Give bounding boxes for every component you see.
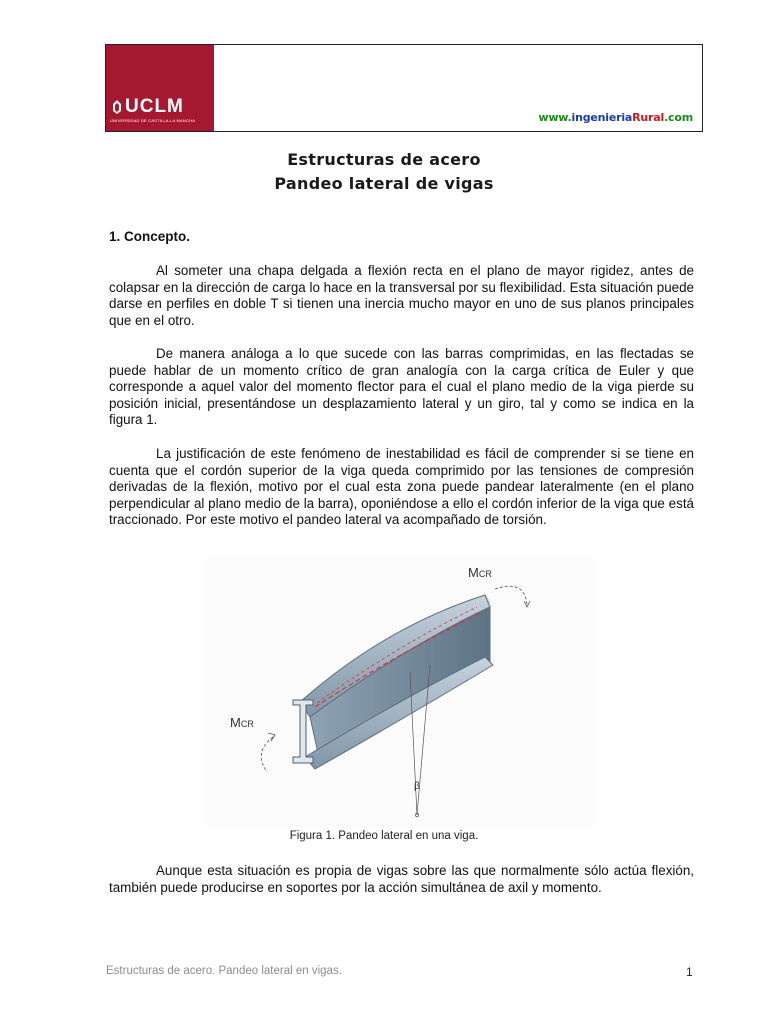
page-header: [105, 44, 703, 132]
section-heading: 1. Concepto.: [109, 229, 191, 244]
paragraph-2: De manera análoga a lo que sucede con las barras comprimidas, en las flectadas se puede hablar de un momento crítico de gran analogía con la carga crítica de Euler y que corresponde a aquel valor del momento flector para el cual el plano medio de la viga pierde su posición inicial, presentándose un desplazamiento lateral y un giro, tal y como se indica en la figura 1.: [109, 346, 694, 428]
paragraph-3: La justificación de este fenómeno de inestabilidad es fácil de comprender si se tiene en cuenta que el cordón superior de la viga queda comprimido por las tensiones de compresión derivadas de la flexión, motivo por el cual esta zona puede pandear lateralmente (en el plano perpendicular al plano medio de la barra), oponiéndose a ello el cordón inferior de la viga que está traccionado. Por este motivo el pandeo lateral va acompañado de torsión.: [109, 446, 694, 528]
logo-subtitle: UNIVERSIDAD DE CASTILLA-LA MANCHA: [110, 118, 196, 123]
website-prefix: www.: [538, 111, 572, 124]
website-link[interactable]: [538, 111, 693, 124]
uclm-emblem-icon: [111, 99, 123, 115]
page-number: 1: [686, 965, 693, 979]
footer-title: Estructuras de acero. Pandeo lateral en vigas.: [106, 965, 342, 977]
website-part-rural: Rural: [632, 111, 665, 124]
figure-lateral-buckling: [205, 557, 595, 827]
website-part-ingenieria: ingenieria: [571, 111, 633, 124]
website-suffix: .com: [664, 111, 693, 124]
uclm-logo: [106, 45, 214, 131]
beam-illustration: [205, 557, 595, 827]
document-subtitle: Pandeo lateral de vigas: [274, 174, 494, 193]
beta-angle-label: β: [414, 781, 420, 792]
figure-caption: Figura 1. Pandeo lateral en una viga.: [289, 830, 479, 842]
moment-label-left: MCR: [230, 715, 254, 730]
logo-text: UCLM: [125, 96, 184, 117]
paragraph-1: Al someter una chapa delgada a flexión recta en el plano de mayor rigidez, antes de colapsar en la dirección de carga lo hace en la transversal por su flexibilidad. Esta situación puede darse en perfiles en doble T si tienen una inercia mucho mayor en uno de sus planos principales que en el otro.: [109, 263, 694, 328]
paragraph-4: Aunque esta situación es propia de vigas sobre las que normalmente sólo actúa flexión, también puede producirse en soportes por la acción simultánea de axil y momento.: [109, 863, 694, 895]
moment-label-top: MCR: [468, 565, 492, 580]
document-title: Estructuras de acero: [287, 150, 481, 169]
